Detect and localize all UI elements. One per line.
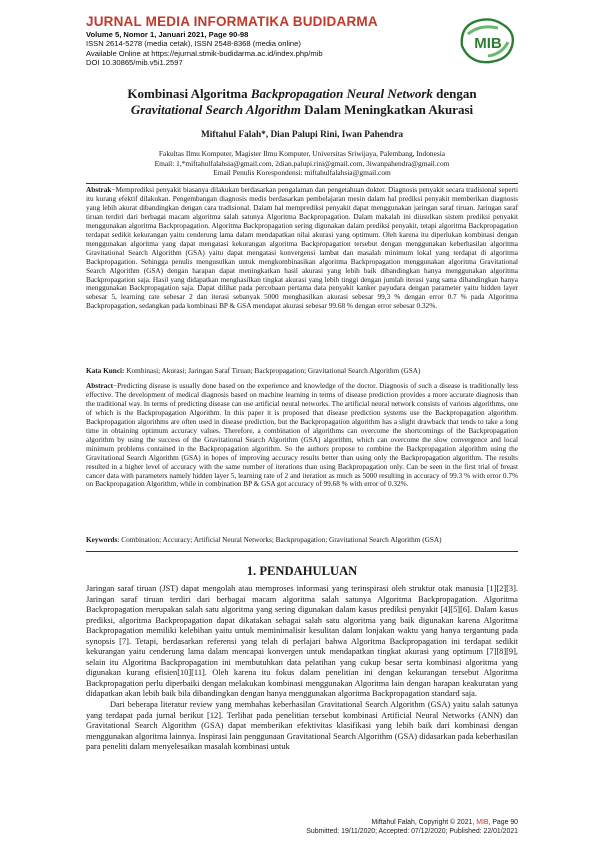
journal-logo xyxy=(458,12,518,66)
footer-dates: Submitted: 19/11/2020; Accepted: 07/12/2020; Published: 22/01/2021 xyxy=(306,828,518,835)
body-paragraph: Dari beberapa literatur review yang membahas keberhasilan Gravitational Search Algorithm (GSA) yaitu salah satunya yang terdapat pada jurnal berikut [12]. Terlihat pada penelitian tersebut kombinasi Artificial Neural Networks (ANN) dan Gravitational Search Algorithm (GSA) dapat memberikan efektivitas klasifikasi yang lebih baik dari kombinasi dengan menggunakan algoritma lainnya. Inspirasi lain penggunaan Gravitational Search Algorithm (GSA) didasarkan pada keberhasilan para peneliti dalam menyelesaikan masalah kombinasi untuk xyxy=(86,700,518,752)
keywords xyxy=(86,536,518,545)
logo-text: MIB xyxy=(474,35,502,52)
volume-info: Volume 5, Nomor 1, Januari 2021, Page 90-98 xyxy=(86,30,249,39)
affiliation-line: Fakultas Ilmu Komputer, Magister Ilmu Komputer, Universitas Sriwijaya, Palembang, Indonesia xyxy=(158,149,446,158)
abstract-paragraph xyxy=(86,382,518,489)
title-line2-a: Gravitational Search Algorithm xyxy=(130,102,301,117)
body-paragraph: Jaringan saraf tiruan (JST) dapat mengolah atau memproses informasi yang terinspirasi oleh struktur otak manusia [1][2][3]. Jaringan saraf tiruan terdiri dari berbagai macam algoritma salah satunya Algoritma Backpropagation. Algoritma Backpropagation merupakan salah satu algoritma yang sering digunakan dalam kasus prediksi penyakit [4][5][6]. Dalam kasus prediksi, algoritma Backpropagation dapat dikatakan sebagai salah satu algoritma yang baik digunakan karena Algoritma Backpropagation memiliki kelebihan yaitu untuk meminimalisir kesulitan dalam lonjakan waktu yang hanya tergantung pada synopsis [7]. Tetapi, berdasarkan referensi yang telah di perlajari bahwa Algoritma Backpropagation ini terdapat sedikit kekurangan yaitu cenderung lama dalam mencapai konvergen untuk mendapatkan tingkat akurasi yang optimum [7][8][9], selain itu Algoritma Backpropagation ini membutuhkan data pelatihan yang cukup besar serta kombinasi algoritma yang digunakan kurang efisien[10][11]. Oleh karena itu fokus dalam penelitian ini dengan kekurangan tersebut Algoritma Backpropagation perlu diperbaiki dengan melakukan kombinasi menggunakan Algoritma lain dengan harapan keakuratan yang didapatkan akan lebih baik bila dibandingkan dengan hanya menggunakan algoritma Backpropagation standard saja. xyxy=(86,584,518,699)
abstrak-label: Abstrak xyxy=(86,186,112,194)
journal-name: JURNAL MEDIA INFORMATIKA BUDIDARMA xyxy=(86,14,378,29)
abstrak-text: −Memprediksi penyakit biasanya dilakukan berdasarkan pengalaman dan pengetahuan dokter. Diagnosis penyakit secara tradisional seperti itu kurang efektif dilakukan. Pengembangan diagnosis medis berdasarkan pembelajaran mesin dalam hal prediksi penyakit memberikan diagnosis yang lebih akurat dibandingkan dengan cara tradisional. Dalam hal memprediksi penyakit dapat menggunakan jaringan saraf tiruan. Jaringan saraf tiruan terdiri dari berbagai macam algoritma salah satunya Algoritma Backpropagation. Dalam makalah ini diusulkan sistem prediksi penyakit menggunakan algoritma Backpropagation. Algoritma Backpropagation sering digunakan dalam prediksi penyakit, tetapi algoritma Backpropagation terdapat sedikit kekurangan yaitu cenderung lama dalam mendapatkan nilai akurasi yang optimum. Oleh karena itu diperlukan kombinasi dengan menggunakan algoritma yang dapat mengatasi kekurangan algoritma Backpropagation tersebut dengan menggunakan keberhasilan algoritma Gravitational Search Algorithm (GSA) yaitu dapat mengatasi konvergensi lambat dan masalah minimum lokal yang terdapat di algoritma Backpropagation. Sehingga penulis mengusulkan untuk mengkombinasikan algoritma Backpropagation menggunakan algoritma Gravitational Search Algorithm (GSA) dengan harapan dapat meningkatkan hasil akurasi yang lebih baik dibandingkan hanya menggunakan algoritma Backpropagation saja. Hasil yang didapatkan menghasilkan tingkat akurasi yang lebih tinggi dengan jumlah iterasi yang sama dibandingkan hanya menggunakan Backpropagation saja. Dapat dilihat pada percobaan pertama data penyakit kanker payudara dengan parameter yaitu hidden layer sebesar 5, learning rate sebesar 2 dan iterasi sebanyak 5000 menghasilkan akurasi sebesar 99,3 % dengan error 0.7 % pada Algoritma Backpropagation, sedangkan pada kombinasi BP & GSA mendapat akurasi sebesar 99.68 % dengan error sebesar 0.32%. xyxy=(86,186,518,311)
corresponding-email: Email Penulis Korespondensi: miftahulfalahsia@gmail.com xyxy=(213,168,391,178)
title-line1-b: Backpropagation Neural Network xyxy=(250,86,433,101)
footer-journal: MIB xyxy=(476,819,489,826)
abstract-label: Abstract xyxy=(86,382,113,390)
kata-kunci-text: Kombinasi; Akurasi; Jaringan Saraf Tiruan; Backpropagation; Gravitational Search Algorithm (GSA) xyxy=(124,367,421,375)
kata-kunci xyxy=(86,367,518,376)
footer-copyright: Miftahul Falah, Copyright © 2021, xyxy=(371,819,477,826)
title-line2-b: Dalam Meningkatkan Akurasi xyxy=(300,102,474,117)
title-line1-a: Kombinasi Algoritma xyxy=(127,86,251,101)
online-info[interactable]: Available Online at https://ejurnal.stmik-budidarma.ac.id/index.php/mib xyxy=(86,48,323,58)
divider xyxy=(86,551,518,552)
issn-info: ISSN 2614-5278 (media cetak), ISSN 2548-8368 (media online) xyxy=(86,39,301,49)
section-heading: 1. PENDAHULUAN xyxy=(246,564,358,578)
title-line1-c: dengan xyxy=(432,86,477,101)
affiliation-block xyxy=(86,149,518,178)
keywords-label: Keywords xyxy=(86,536,118,544)
keywords-text: : Combination; Accuracy; Artificial Neural Networks; Backpropagation; Gravitational Search Algorithm (GSA) xyxy=(117,536,442,544)
page-footer xyxy=(300,818,518,836)
author-emails: Email: 1,*miftahulfalahsia@gmail.com, 2dian.palupi.rini@gmail.com, 3iwanpahendra@gmail.com xyxy=(154,158,450,168)
author-list: Miftahul Falah*, Dian Palupi Rini, Iwan Pahendra xyxy=(201,130,403,140)
body-text xyxy=(86,584,518,753)
paper-title xyxy=(86,86,518,118)
abstract-text: −Predicting disease is usually done based on the experience and knowledge of the doctor. Diagnosis of such a disease is traditionally less effective. The development of medical diagnosis based on machine learning in terms of disease prediction provides a more accurate diagnosis than the traditional way. In terms of predicting disease can use artificial neural networks. The artificial neural network consists of various algorithms, one of which is the Backpropagation Algorithm. In this paper it is proposed that disease prediction systems use the Backpropagation algorithm. Backpropagation algorithms are often used in disease prediction, but the Backpropagation algorithm has a slight drawback that tends to take a long time in obtaining optimum accuracy values. Therefore, a combination of algorithms can overcome the shortcomings of the Backpropagation algorithm by using the success of the Gravitational Search Algorithm (GSA) algorithm, which can overcome the slow convergence and local minimum problems contained in the Backpropagation algorithm. So the authors propose to combine the Backpropagation algorithm using the Gravitational Search Algorithm (GSA) in hopes of improving accuracy results better than using only the Backpropagation algorithm. The results resulted in a higher level of accuracy with the same number of iterations than using Backpropagation only. Can be seen in the first trial of breast cancer data with parameters namely hidden layer 5, learning rate of 2 and iteration as much as 5000 resulting in accuracy of 99.3 % with error 0.7% on Backpropagation Algorithm, while in combination BP & GSA got accuracy of 99.68 % with error of 0.32%. xyxy=(86,382,518,489)
doi-info[interactable]: DOI 10.30865/mib.v5i1.2597 xyxy=(86,58,183,68)
footer-page: , Page 90 xyxy=(488,819,518,826)
divider xyxy=(86,183,518,184)
kata-kunci-label: Kata Kunci: xyxy=(86,367,125,375)
abstrak-paragraph xyxy=(86,186,518,311)
